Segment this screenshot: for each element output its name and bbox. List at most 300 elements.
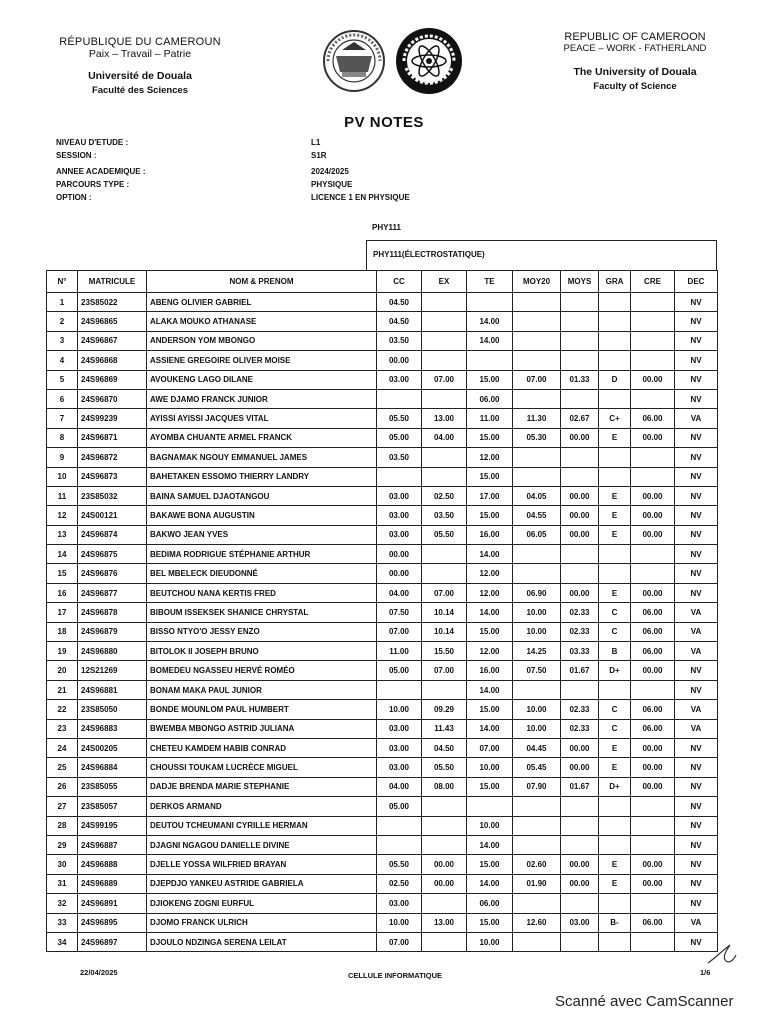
table-row <box>47 545 718 564</box>
table-cell: 00.00 <box>377 351 422 370</box>
table-cell: 20 <box>47 661 78 680</box>
table-cell: 03.00 <box>377 738 422 757</box>
table-cell: 00.00 <box>422 874 467 893</box>
table-cell: E <box>599 738 631 757</box>
page-number: 1/6 <box>700 968 711 977</box>
header-right <box>545 31 725 92</box>
table-cell: NV <box>675 680 718 699</box>
table-cell: 19 <box>47 642 78 661</box>
table-cell <box>631 797 675 816</box>
table-cell: 00.00 <box>422 855 467 874</box>
table-cell: B <box>599 642 631 661</box>
footer-date: 22/04/2025 <box>80 968 118 977</box>
column-header: MOY20 <box>513 271 561 293</box>
table-cell: 13.00 <box>422 913 467 932</box>
table-cell: BIBOUM ISSEKSEK SHANICE CHRYSTAL <box>147 603 377 622</box>
table-cell: D+ <box>599 661 631 680</box>
table-cell: 00.00 <box>631 525 675 544</box>
table-cell <box>631 932 675 951</box>
table-cell: 09.29 <box>422 700 467 719</box>
table-row <box>47 603 718 622</box>
table-cell: 02.60 <box>513 855 561 874</box>
table-cell: NV <box>675 293 718 312</box>
table-cell: 24S96895 <box>78 913 147 932</box>
table-cell: BEL MBELECK DIEUDONNÉ <box>147 564 377 583</box>
table-cell: 10.00 <box>467 758 513 777</box>
meta-label: NIVEAU D'ETUDE : <box>56 138 129 147</box>
table-row <box>47 351 718 370</box>
table-cell: 03.00 <box>377 525 422 544</box>
table-row <box>47 389 718 408</box>
table-cell: 00.00 <box>561 874 599 893</box>
table-row <box>47 312 718 331</box>
signature-mark <box>704 941 744 971</box>
table-cell: 00.00 <box>561 506 599 525</box>
table-cell: 07.00 <box>467 738 513 757</box>
table-cell <box>422 564 467 583</box>
table-cell: NV <box>675 797 718 816</box>
logos <box>322 28 467 96</box>
table-cell: 24S96878 <box>78 603 147 622</box>
table-cell: 06.00 <box>631 642 675 661</box>
table-cell: 10.00 <box>377 700 422 719</box>
table-cell: 01.33 <box>561 370 599 389</box>
faculty-en: Faculty of Science <box>593 81 677 92</box>
column-header: CC <box>377 271 422 293</box>
table-cell: 10.00 <box>513 719 561 738</box>
table-cell: 10.00 <box>467 932 513 951</box>
table-cell <box>513 467 561 486</box>
table-row <box>47 894 718 913</box>
table-cell: NV <box>675 564 718 583</box>
table-cell: BONDE MOUNLOM PAUL HUMBERT <box>147 700 377 719</box>
meta-value: PHYSIQUE <box>311 180 353 189</box>
table-row <box>47 855 718 874</box>
table-cell: C <box>599 700 631 719</box>
table-cell: 01.67 <box>561 777 599 796</box>
table-cell: 7 <box>47 409 78 428</box>
table-cell <box>422 680 467 699</box>
table-row <box>47 797 718 816</box>
table-cell: 21 <box>47 680 78 699</box>
university-seal-icon <box>322 28 386 94</box>
table-cell <box>631 835 675 854</box>
table-cell: ANDERSON YOM MBONGO <box>147 331 377 350</box>
table-row <box>47 409 718 428</box>
motto-en: PEACE – WORK - FATHERLAND <box>563 43 707 54</box>
table-cell: NV <box>675 583 718 602</box>
table-cell: 16.00 <box>467 525 513 544</box>
table-cell: BAHETAKEN ESSOMO THIERRY LANDRY <box>147 467 377 486</box>
table-cell: 24S96869 <box>78 370 147 389</box>
table-cell: BWEMBA MBONGO ASTRID JULIANA <box>147 719 377 738</box>
table-cell <box>561 797 599 816</box>
table-row <box>47 564 718 583</box>
table-cell: 00.00 <box>631 486 675 505</box>
table-cell: 14.00 <box>467 603 513 622</box>
table-cell: 06.90 <box>513 583 561 602</box>
table-cell: BEUTCHOU NANA KERTIS FRED <box>147 583 377 602</box>
table-cell: DJAGNI NGAGOU DANIELLE DIVINE <box>147 835 377 854</box>
table-cell: 00.00 <box>631 777 675 796</box>
table-cell: 31 <box>47 874 78 893</box>
course-code: PHY111 <box>372 223 401 232</box>
table-cell: 11.30 <box>513 409 561 428</box>
table-cell: NV <box>675 312 718 331</box>
table-cell: 24S96888 <box>78 855 147 874</box>
watermark: Scanné avec CamScanner <box>555 993 734 1010</box>
table-cell: 28 <box>47 816 78 835</box>
table-row <box>47 661 718 680</box>
column-header: EX <box>422 271 467 293</box>
table-cell: 01.67 <box>561 661 599 680</box>
table-cell: 00.00 <box>631 758 675 777</box>
table-cell: 15.00 <box>467 913 513 932</box>
table-row <box>47 448 718 467</box>
table-cell <box>377 835 422 854</box>
table-row <box>47 777 718 796</box>
table-cell: 07.00 <box>377 622 422 641</box>
table-cell: 23S85050 <box>78 700 147 719</box>
table-cell: 06.00 <box>631 719 675 738</box>
table-cell <box>631 467 675 486</box>
table-cell: AWE DJAMO FRANCK JUNIOR <box>147 389 377 408</box>
table-cell: NV <box>675 467 718 486</box>
table-cell: 2 <box>47 312 78 331</box>
table-cell: 04.45 <box>513 738 561 757</box>
table-cell: 23S85022 <box>78 293 147 312</box>
table-cell <box>513 293 561 312</box>
table-cell: 17.00 <box>467 486 513 505</box>
table-cell: 03.00 <box>377 370 422 389</box>
table-cell: 10.14 <box>422 603 467 622</box>
meta-value: L1 <box>311 138 321 147</box>
table-cell: 29 <box>47 835 78 854</box>
table-cell <box>422 351 467 370</box>
table-cell: E <box>599 486 631 505</box>
table-cell: 15.00 <box>467 700 513 719</box>
column-header: MATRICULE <box>78 271 147 293</box>
table-cell: 06.00 <box>467 389 513 408</box>
table-cell: ASSIENE GREGOIRE OLIVER MOISE <box>147 351 377 370</box>
table-cell <box>561 564 599 583</box>
table-cell: 07.90 <box>513 777 561 796</box>
table-cell <box>561 312 599 331</box>
table-cell: 24S96880 <box>78 642 147 661</box>
table-cell <box>631 331 675 350</box>
table-cell <box>599 894 631 913</box>
table-cell: 22 <box>47 700 78 719</box>
table-cell <box>561 894 599 913</box>
table-row <box>47 428 718 447</box>
table-cell: 00.00 <box>561 583 599 602</box>
university-en: The University of Douala <box>573 66 697 78</box>
table-cell <box>599 448 631 467</box>
table-cell: NV <box>675 545 718 564</box>
table-cell <box>631 389 675 408</box>
table-cell <box>561 816 599 835</box>
table-cell: VA <box>675 913 718 932</box>
table-cell: 14.00 <box>467 545 513 564</box>
table-cell <box>561 293 599 312</box>
footer-center: CELLULE INFORMATIQUE <box>348 971 443 980</box>
table-cell <box>599 331 631 350</box>
table-cell: 05.50 <box>377 855 422 874</box>
table-cell: 33 <box>47 913 78 932</box>
table-cell: 06.00 <box>631 622 675 641</box>
table-cell: 24S96884 <box>78 758 147 777</box>
table-cell: 02.33 <box>561 700 599 719</box>
table-cell: 24S96870 <box>78 389 147 408</box>
table-cell: 03.50 <box>377 331 422 350</box>
table-cell: 1 <box>47 293 78 312</box>
table-cell: 24S96891 <box>78 894 147 913</box>
table-cell <box>513 545 561 564</box>
table-cell: BAKWO JEAN YVES <box>147 525 377 544</box>
table-cell: 00.00 <box>561 428 599 447</box>
table-cell: 03.00 <box>377 506 422 525</box>
table-cell: DJIOKENG ZOGNI EURFUL <box>147 894 377 913</box>
table-cell: DADJE BRENDA MARIE STEPHANIE <box>147 777 377 796</box>
table-cell <box>599 351 631 370</box>
table-cell <box>599 816 631 835</box>
table-cell: 32 <box>47 894 78 913</box>
table-cell: NV <box>675 428 718 447</box>
table-cell: 24S96876 <box>78 564 147 583</box>
table-cell: NV <box>675 874 718 893</box>
table-cell <box>631 545 675 564</box>
table-cell <box>513 894 561 913</box>
table-cell: 15.00 <box>467 370 513 389</box>
table-cell: 18 <box>47 622 78 641</box>
table-cell <box>599 932 631 951</box>
table-cell: 00.00 <box>631 583 675 602</box>
table-cell: VA <box>675 700 718 719</box>
table-cell: 07.00 <box>422 370 467 389</box>
table-cell <box>631 680 675 699</box>
table-cell <box>631 564 675 583</box>
grades-table <box>46 270 718 952</box>
table-cell: 11 <box>47 486 78 505</box>
table-cell: 04.55 <box>513 506 561 525</box>
table-row <box>47 293 718 312</box>
table-cell: 00.00 <box>631 428 675 447</box>
table-cell <box>513 564 561 583</box>
university-fr: Université de Douala <box>88 70 192 82</box>
table-cell: 00.00 <box>561 855 599 874</box>
table-cell: 10.00 <box>377 913 422 932</box>
table-cell: 24S96875 <box>78 545 147 564</box>
table-cell: 8 <box>47 428 78 447</box>
table-cell: 00.00 <box>631 738 675 757</box>
meta-row <box>56 136 410 149</box>
table-cell <box>599 293 631 312</box>
table-cell: E <box>599 428 631 447</box>
table-cell: 14.00 <box>467 719 513 738</box>
table-cell: NV <box>675 855 718 874</box>
table-cell: 24S96874 <box>78 525 147 544</box>
table-cell: D <box>599 370 631 389</box>
table-cell <box>631 312 675 331</box>
table-cell <box>377 680 422 699</box>
table-cell <box>561 545 599 564</box>
table-cell: 06.00 <box>631 603 675 622</box>
table-cell: NV <box>675 525 718 544</box>
table-cell: 07.00 <box>377 932 422 951</box>
table-cell: DJOMO FRANCK ULRICH <box>147 913 377 932</box>
table-row <box>47 525 718 544</box>
table-cell: C <box>599 603 631 622</box>
table-cell: NV <box>675 448 718 467</box>
table-cell: 14.25 <box>513 642 561 661</box>
table-cell: BITOLOK II JOSEPH BRUNO <box>147 642 377 661</box>
table-cell: 05.50 <box>377 409 422 428</box>
table-cell: 05.00 <box>377 428 422 447</box>
table-cell: NV <box>675 932 718 951</box>
table-cell <box>599 389 631 408</box>
table-cell <box>422 545 467 564</box>
table-cell <box>561 448 599 467</box>
table-cell: ABENG OLIVIER GABRIEL <box>147 293 377 312</box>
table-cell: 24S00205 <box>78 738 147 757</box>
table-cell <box>467 351 513 370</box>
table-body <box>47 293 718 952</box>
table-cell <box>422 312 467 331</box>
table-cell <box>561 467 599 486</box>
table-cell: 00.00 <box>631 661 675 680</box>
header-left <box>40 36 240 96</box>
table-cell: 10 <box>47 467 78 486</box>
table-cell: B- <box>599 913 631 932</box>
table-cell: 24S96887 <box>78 835 147 854</box>
table-cell: 00.00 <box>561 486 599 505</box>
table-cell: E <box>599 855 631 874</box>
table-cell: DJOULO NDZINGA SERENA LEILAT <box>147 932 377 951</box>
table-cell <box>599 545 631 564</box>
table-cell <box>422 448 467 467</box>
table-cell <box>599 680 631 699</box>
meta-value: S1R <box>311 151 327 160</box>
table-cell: 24S96883 <box>78 719 147 738</box>
table-cell: 23S85032 <box>78 486 147 505</box>
table-cell: 10.00 <box>513 622 561 641</box>
table-cell: 24S96868 <box>78 351 147 370</box>
table-row <box>47 506 718 525</box>
table-cell: 15.00 <box>467 777 513 796</box>
table-cell: 23S85055 <box>78 777 147 796</box>
table-row <box>47 874 718 893</box>
table-cell: 00.00 <box>561 758 599 777</box>
table-cell: 00.00 <box>631 874 675 893</box>
table-cell: DJEPDJO YANKEU ASTRIDE GABRIELA <box>147 874 377 893</box>
table-cell: 14.00 <box>467 680 513 699</box>
table-cell: E <box>599 583 631 602</box>
table-cell: 06.00 <box>631 913 675 932</box>
table-cell: 25 <box>47 758 78 777</box>
meta-value: LICENCE 1 EN PHYSIQUE <box>311 193 410 202</box>
meta-row <box>56 149 410 162</box>
table-cell: 06.00 <box>631 700 675 719</box>
table-cell: 12 <box>47 506 78 525</box>
table-cell <box>561 680 599 699</box>
table-cell: 14.00 <box>467 874 513 893</box>
table-cell: 15.50 <box>422 642 467 661</box>
table-cell <box>561 389 599 408</box>
table-cell: NV <box>675 351 718 370</box>
table-cell <box>422 835 467 854</box>
table-cell: 13 <box>47 525 78 544</box>
table-cell: 4 <box>47 351 78 370</box>
table-cell: 15 <box>47 564 78 583</box>
table-cell: 10.14 <box>422 622 467 641</box>
table-cell: NV <box>675 661 718 680</box>
table-cell: 03.00 <box>377 719 422 738</box>
meta-label: SESSION : <box>56 151 97 160</box>
column-header: GRA <box>599 271 631 293</box>
page-title: PV NOTES <box>344 114 424 131</box>
meta-label: OPTION : <box>56 193 92 202</box>
meta-block <box>56 136 410 204</box>
table-cell: DEUTOU TCHEUMANI CYRILLE HERMAN <box>147 816 377 835</box>
table-cell <box>631 293 675 312</box>
table-cell: 03.00 <box>377 486 422 505</box>
table-cell: BISSO NTYO'O JESSY ENZO <box>147 622 377 641</box>
table-row <box>47 680 718 699</box>
table-cell: 11.43 <box>422 719 467 738</box>
table-cell: VA <box>675 603 718 622</box>
table-cell: 24S96872 <box>78 448 147 467</box>
table-cell: 04.50 <box>422 738 467 757</box>
table-cell: VA <box>675 409 718 428</box>
table-cell: 07.00 <box>422 583 467 602</box>
table-cell: 00.00 <box>631 506 675 525</box>
table-cell <box>467 293 513 312</box>
meta-label: PARCOURS TYPE : <box>56 180 130 189</box>
table-row <box>47 738 718 757</box>
table-cell <box>513 797 561 816</box>
table-cell: 03.33 <box>561 642 599 661</box>
table-cell: 07.50 <box>377 603 422 622</box>
table-cell: 03.00 <box>377 894 422 913</box>
table-cell: 10.00 <box>513 700 561 719</box>
table-cell <box>422 293 467 312</box>
table-cell: 02.67 <box>561 409 599 428</box>
table-row <box>47 486 718 505</box>
table-cell: 14 <box>47 545 78 564</box>
table-cell: NV <box>675 894 718 913</box>
table-cell: 15.00 <box>467 428 513 447</box>
table-cell <box>561 932 599 951</box>
table-cell: C <box>599 622 631 641</box>
table-cell <box>631 894 675 913</box>
table-cell: NV <box>675 777 718 796</box>
meta-row <box>56 178 410 191</box>
table-cell <box>513 835 561 854</box>
table-row <box>47 370 718 389</box>
table-cell: DJELLE YOSSA WILFRIED BRAYAN <box>147 855 377 874</box>
table-cell: 27 <box>47 797 78 816</box>
table-cell: 06.05 <box>513 525 561 544</box>
table-cell: 14.00 <box>467 331 513 350</box>
table-cell: 15.00 <box>467 506 513 525</box>
table-cell: 06.00 <box>631 409 675 428</box>
table-cell: 15.00 <box>467 622 513 641</box>
table-cell: C <box>599 719 631 738</box>
table-cell: E <box>599 506 631 525</box>
table-cell: 00.00 <box>561 738 599 757</box>
table-cell: 04.00 <box>422 428 467 447</box>
table-row <box>47 719 718 738</box>
